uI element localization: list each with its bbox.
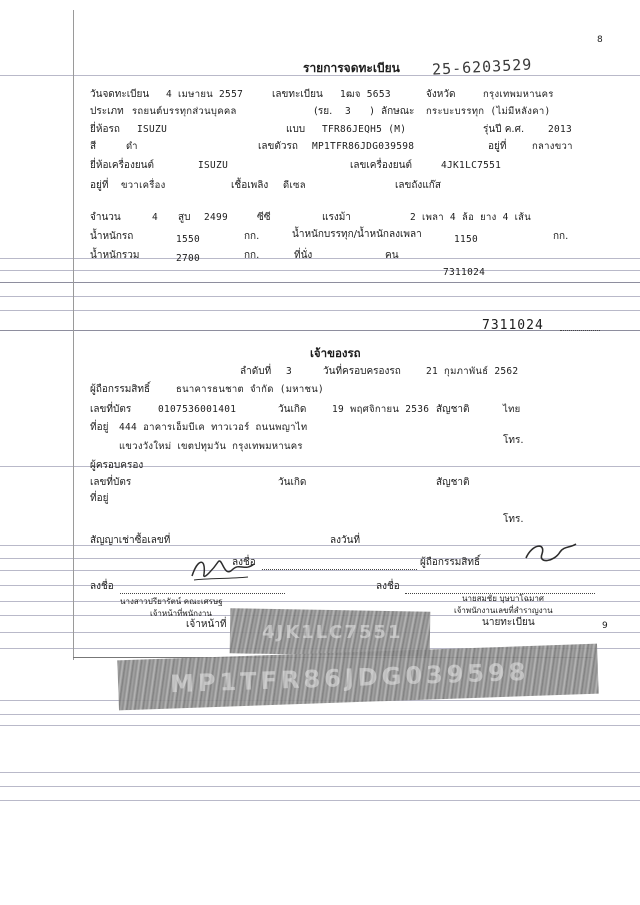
model-label: แบบ — [286, 124, 306, 135]
sign-label: ลงชื่อ — [232, 557, 256, 568]
reg-date: 4 เมษายน 2557 — [166, 89, 244, 100]
seat-unit: คน — [385, 250, 399, 261]
year-label: รุ่นปี ค.ศ. — [483, 124, 525, 135]
cc-label: ซีซี — [257, 212, 271, 223]
cylinder-count: 4 — [152, 212, 159, 223]
form-code: 7311024 — [443, 267, 486, 278]
ruled-line — [0, 310, 640, 311]
possessor-id-label: เลขที่บัตร — [90, 477, 132, 488]
engine-number: 4JK1LC7551 — [441, 160, 502, 171]
chassis-label: เลขตัวรถ — [258, 141, 298, 152]
ruled-line — [0, 296, 640, 297]
load-unit: กก. — [553, 231, 569, 242]
form-code-large: 7311024 — [482, 318, 544, 333]
holder-signature-label: ผู้ถือกรรมสิทธิ์ — [420, 557, 481, 568]
gross-weight-label: น้ำหนักรวม — [90, 250, 140, 261]
ruled-line — [0, 725, 640, 726]
vehicle-code: 3 — [345, 106, 352, 117]
type-label: ประเภท — [90, 106, 124, 117]
handwritten-reference: 25-6203529 — [431, 55, 533, 79]
weight-label: น้ำหนักรถ — [90, 231, 134, 242]
engine-location: ขวาเครื่อง — [121, 180, 166, 191]
phone-label: โทร. — [503, 435, 524, 446]
chassis-location: กลางขวา — [532, 141, 573, 152]
officer-name: นางสาวปรียารัตน์ คณะเศรษฐ — [120, 597, 223, 606]
engine-cc: 2499 — [204, 212, 229, 223]
order-label: ลำดับที่ — [240, 366, 272, 377]
nationality-label: สัญชาติ — [436, 404, 470, 415]
side-number: 9 — [602, 621, 608, 631]
page-number: 8 — [597, 35, 603, 45]
possessor-address-label: ที่อยู่ — [90, 493, 109, 504]
vehicle-weight: 1550 — [176, 234, 201, 245]
code-open: (รย. — [314, 106, 333, 117]
code-close: ) — [370, 106, 374, 117]
plate-number: 1ฒจ 5653 — [340, 89, 391, 100]
signature-scribble-2 — [520, 538, 580, 568]
lease-contract-label: สัญญาเช่าซื้อเลขที่ — [90, 535, 171, 546]
ruled-line — [0, 330, 640, 331]
registrar-name: นายสมชัย บุษบาโฉมาศ — [462, 594, 544, 603]
registrar-title: นายทะเบียน — [482, 617, 535, 628]
ruled-line — [0, 270, 640, 271]
address-line-1: 444 อาคารเอ็มบีเค ทาวเวอร์ ถนนพญาไท — [119, 422, 308, 433]
model: TFR86JEQH5 (M) — [322, 124, 407, 135]
engine-location-label: อยู่ที่ — [90, 180, 109, 191]
signature-scribble-1 — [188, 548, 258, 586]
count-label: จำนวน — [90, 212, 121, 223]
sign-label-officer: ลงชื่อ — [90, 581, 114, 592]
possession-date: 21 กุมภาพันธ์ 2562 — [426, 366, 519, 377]
holder-name: ธนาคารธนชาต จำกัด (มหาชน) — [176, 384, 325, 395]
ruled-line — [0, 570, 640, 571]
ruled-line — [0, 75, 640, 76]
ruled-line — [0, 601, 640, 602]
load-weight: 1150 — [454, 234, 479, 245]
engine-number-label: เลขเครื่องยนต์ — [350, 160, 412, 171]
gas-tank-label: เลขถังแก๊ส — [395, 180, 441, 191]
engine-brand: ISUZU — [198, 160, 229, 171]
reg-date-label: วันจดทะเบียน — [90, 89, 150, 100]
cylinder-label: สูบ — [178, 212, 191, 223]
ruled-line — [0, 800, 640, 801]
fuel-label: เชื้อเพลิง — [231, 180, 269, 191]
left-border — [73, 10, 74, 660]
officer-title: เจ้าหน้าที่ — [186, 619, 227, 630]
sign-label-registrar: ลงชื่อ — [376, 581, 400, 592]
registrar-role: เจ้าพนักงานเลขที่สำราญงาน — [454, 606, 553, 615]
color-label: สี — [90, 141, 97, 152]
province: กรุงเทพมหานคร — [483, 89, 554, 100]
ruled-line — [0, 282, 640, 283]
engine-brand-label: ยี่ห้อเครื่องยนต์ — [90, 160, 155, 171]
model-year: 2013 — [548, 124, 573, 135]
axle-config: 2 เพลา 4 ล้อ ยาง 4 เส้น — [410, 212, 532, 223]
order-number: 3 — [286, 366, 293, 377]
color: ดำ — [126, 141, 138, 152]
load-label: น้ำหนักบรรทุก/น้ำหนักลงเพลา — [292, 229, 422, 240]
brand: ISUZU — [137, 124, 168, 135]
possessor-phone-label: โทร. — [503, 514, 524, 525]
page-title: รายการจดทะเบียน — [303, 61, 400, 75]
lease-date-label: ลงวันที่ — [330, 535, 361, 546]
gross-weight-unit: กก. — [244, 250, 260, 261]
possession-date-label: วันที่ครอบครองรถ — [323, 366, 401, 377]
officer-signature-line — [120, 592, 285, 594]
brand-label: ยี่ห้อรถ — [90, 124, 120, 135]
plate-label: เลขทะเบียน — [272, 89, 323, 100]
province-label: จังหวัด — [426, 89, 456, 100]
possessor-nationality-label: สัญชาติ — [436, 477, 470, 488]
possessor-label: ผู้ครอบครอง — [90, 460, 144, 471]
gross-weight: 2700 — [176, 253, 201, 264]
dotted-fill — [560, 329, 600, 331]
ruled-line — [0, 772, 640, 773]
ruled-line — [0, 714, 640, 715]
chassis-number: MP1TFR86JDG039598 — [312, 141, 415, 152]
ruled-line — [0, 786, 640, 787]
style-label: ลักษณะ — [381, 106, 415, 117]
birth-label: วันเกิด — [278, 404, 307, 415]
id-label: เลขที่บัตร — [90, 404, 132, 415]
seat-label: ที่นั่ง — [294, 250, 313, 261]
possessor-birth-label: วันเกิด — [278, 477, 307, 488]
id-number: 0107536001401 — [158, 404, 237, 415]
chassis-rubbing-text: MP1TFR86JDG039598 — [169, 657, 530, 699]
address-line-2: แขวงวังใหม่ เขตปทุมวัน กรุงเทพมหานคร — [119, 441, 303, 452]
owner-heading: เจ้าของรถ — [310, 346, 361, 360]
vehicle-style: กระบะบรรทุก (ไม่มีหลังคา) — [426, 106, 551, 117]
fuel: ดีเซล — [283, 180, 306, 191]
officer-role: เจ้าหน้าที่พนักงาน — [150, 609, 212, 618]
holder-label: ผู้ถือกรรมสิทธิ์ — [90, 384, 151, 395]
horsepower-label: แรงม้า — [322, 212, 351, 223]
signature-line — [262, 568, 417, 570]
nationality: ไทย — [503, 404, 521, 415]
location-label: อยู่ที่ — [488, 141, 507, 152]
birth-date: 19 พฤศจิกายน 2536 — [332, 404, 430, 415]
vehicle-type: รถยนต์บรรทุกส่วนบุคคล — [132, 106, 237, 117]
address-label: ที่อยู่ — [90, 422, 109, 433]
weight-unit: กก. — [244, 231, 260, 242]
engine-rubbing-text: 4JK1LC7551 — [262, 622, 403, 643]
